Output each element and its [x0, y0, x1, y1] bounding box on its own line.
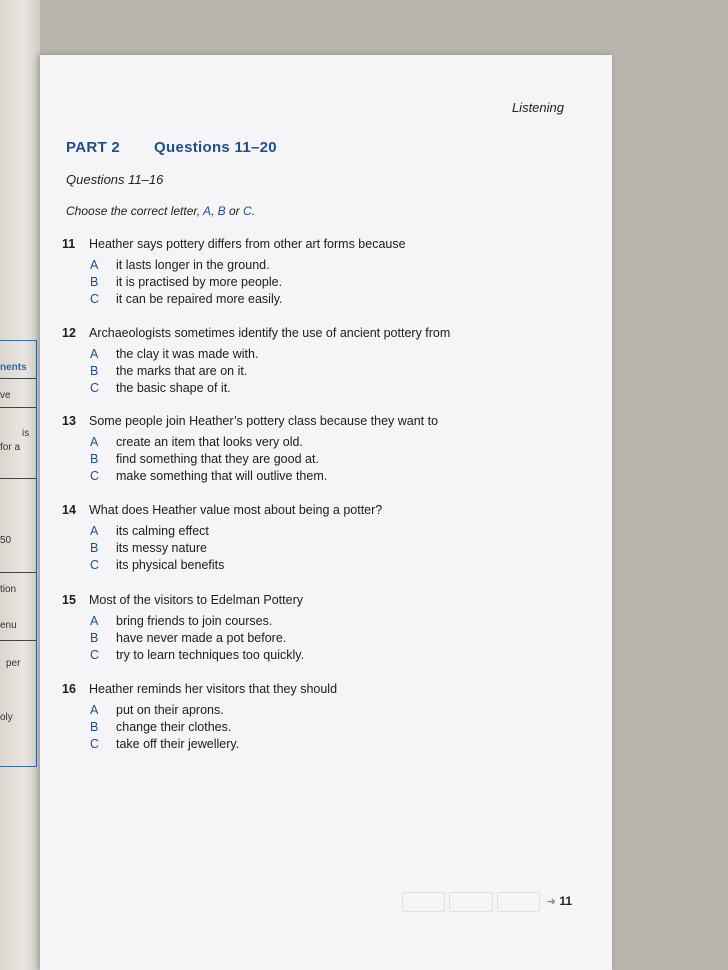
page-number: 11	[559, 894, 572, 908]
option-c: C the basic shape of it.	[90, 381, 231, 395]
option-c: C make something that will outlive them.	[90, 469, 328, 483]
left-fragment: ve	[0, 390, 11, 401]
document-page	[40, 55, 612, 970]
left-fragment: nents	[0, 362, 27, 373]
question-stem: 15 Most of the visitors to Edelman Pottery	[62, 593, 303, 607]
subsection-heading: Questions 11–16	[66, 172, 164, 187]
left-divider	[0, 640, 36, 641]
left-divider	[0, 572, 36, 573]
question-16	[62, 682, 562, 753]
left-fragment: is	[22, 428, 30, 439]
part-label: PART 2	[66, 139, 121, 156]
question-15	[62, 593, 562, 664]
arrow-right-icon: ➜	[546, 896, 556, 908]
option-c: C try to learn techniques too quickly.	[90, 648, 305, 662]
left-fragment: for a	[0, 442, 21, 453]
question-stem: 13 Some people join Heather’s pottery class because they want to	[62, 414, 439, 428]
question-stem: 11 Heather says pottery differs from other art forms because	[62, 237, 406, 251]
question-14	[62, 503, 562, 574]
option-a: A it lasts longer in the ground.	[90, 258, 270, 272]
option-c: C its physical benefits	[90, 558, 225, 572]
option-b: B the marks that are on it.	[90, 364, 248, 378]
section-header: Listening	[511, 100, 564, 115]
question-stem: 16 Heather reminds her visitors that they should	[62, 682, 338, 696]
option-c: C take off their jewellery.	[90, 737, 240, 751]
option-a: A the clay it was made with.	[90, 347, 259, 361]
part-title	[66, 139, 277, 156]
question-12	[62, 326, 562, 397]
left-divider	[0, 378, 36, 379]
left-page-box	[0, 340, 37, 767]
option-b: B its messy nature	[90, 541, 208, 555]
instruction-text: Choose the correct letter, A, B or C.	[66, 204, 256, 218]
question-stem: 14 What does Heather value most about being a potter?	[62, 503, 383, 517]
question-11	[62, 237, 562, 308]
option-a: A create an item that looks very old.	[90, 435, 303, 449]
left-fragment: enu	[0, 620, 17, 631]
left-page-strip	[0, 0, 40, 970]
left-fragment: 50	[0, 535, 12, 546]
option-b: B change their clothes.	[90, 720, 232, 734]
question-13	[62, 414, 562, 485]
left-divider	[0, 407, 36, 408]
part-questions: Questions 11–20	[154, 139, 277, 156]
bleed-through-marks	[402, 892, 540, 912]
option-a: A bring friends to join courses.	[90, 614, 273, 628]
option-b: B it is practised by more people.	[90, 275, 283, 289]
option-b: B find something that they are good at.	[90, 452, 319, 466]
left-fragment: oly	[0, 712, 13, 723]
left-divider	[0, 478, 36, 479]
left-fragment: per	[6, 658, 21, 669]
left-fragment: tion	[0, 584, 17, 595]
option-b: B have never made a pot before.	[90, 631, 287, 645]
option-a: A its calming effect	[90, 524, 209, 538]
question-stem: 12 Archaeologists sometimes identify the use of ancient pottery from	[62, 326, 451, 340]
option-c: C it can be repaired more easily.	[90, 292, 283, 306]
option-a: A put on their aprons.	[90, 703, 224, 717]
